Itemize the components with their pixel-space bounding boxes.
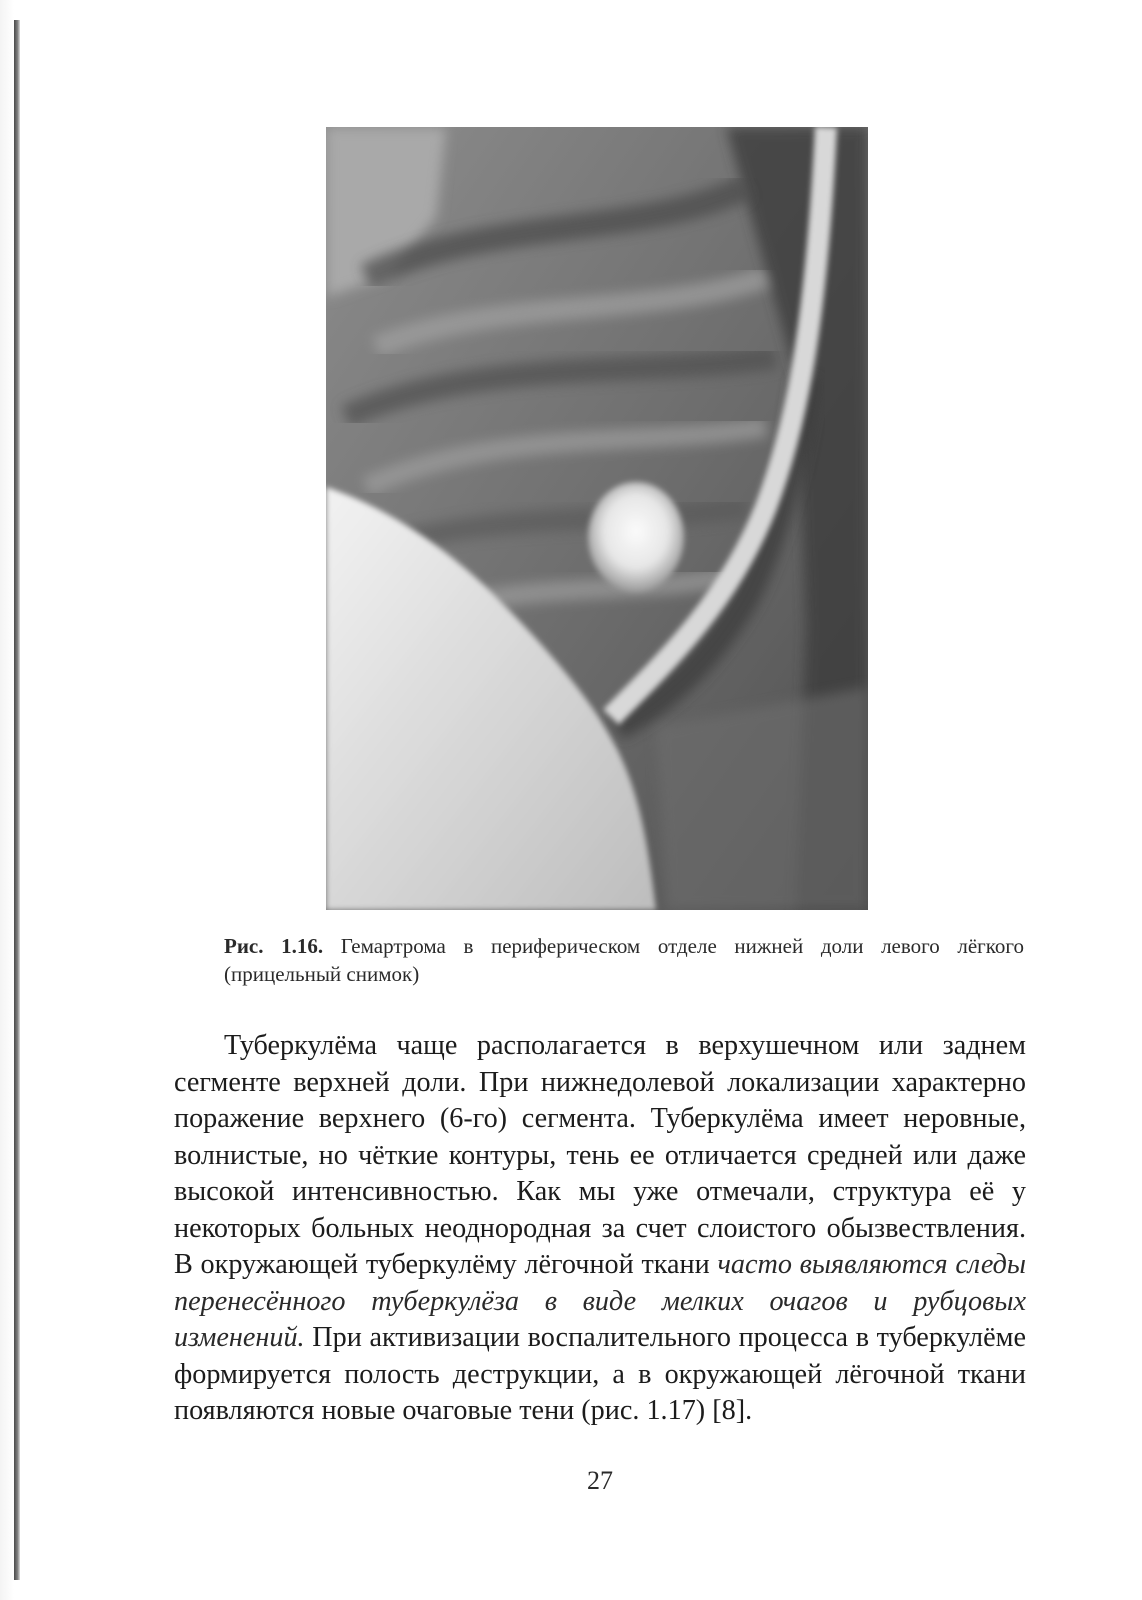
xray-figure — [326, 127, 868, 910]
chest-xray-image — [326, 127, 868, 910]
figure-caption — [224, 932, 1024, 988]
scan-margin — [0, 0, 14, 1600]
paragraph-italic-text: часто выявляются следы перенесённого туберкулёза в виде мелких очагов и рубцовых изменений. — [174, 1249, 1026, 1353]
body-paragraph — [174, 1028, 1026, 1430]
scan-binding-edge — [14, 20, 20, 1580]
figure-caption-label: Рис. 1.16. — [224, 934, 324, 958]
paragraph-text-1: Туберкулёма чаще располагается в верхушечном или заднем сегменте верхней доли. При нижнедолевой локализации характерно поражение верхнего (6-го) сегмента. Туберкулёма имеет неровные, волнистые, но чёткие контуры, тень ее отличается средней или даже высокой интенсивностью. Как мы уже отмечали, структура её у некоторых больных неоднородная за счет слоистого обызвествления. В окружающей туберкулёму лёгочной ткани — [174, 1030, 1026, 1280]
page-number: 27 — [587, 1466, 613, 1495]
paragraph-text-2: При активизации воспалительного процесса в туберкулёме формируется полость деструкции, а в окружающей лёгочной ткани появляются новые очаговые тени (рис. 1.17) [8]. — [174, 1322, 1026, 1426]
figure-caption-text: Гемартрома в периферическом отделе нижней доли левого лёгкого (прицельный снимок) — [224, 934, 1025, 986]
paragraph — [174, 1028, 1026, 1430]
